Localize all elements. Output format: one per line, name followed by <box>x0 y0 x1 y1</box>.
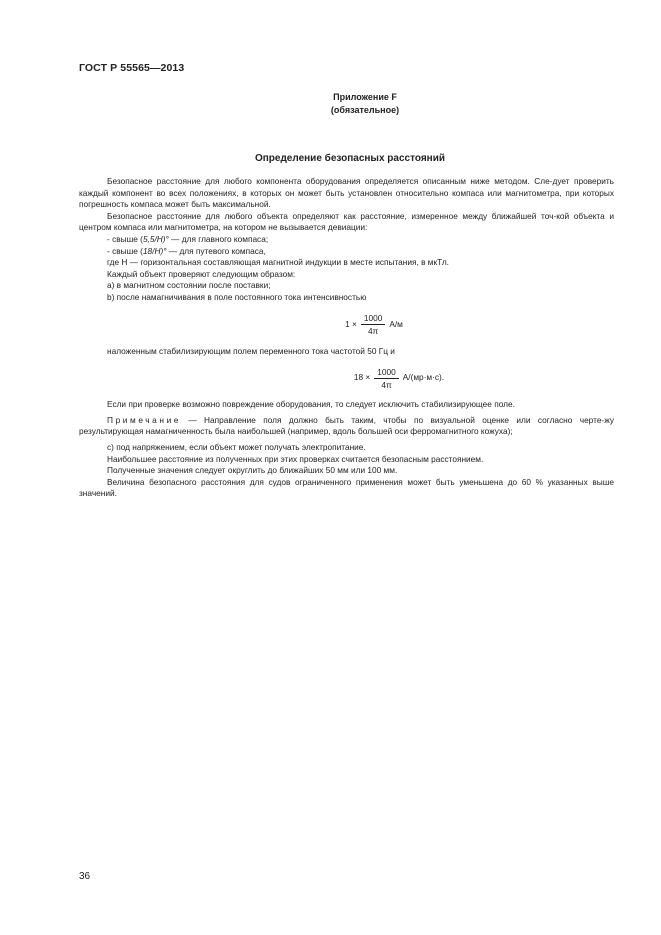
note-text: — Направление поля должно быть таким, чтобы по визуальной оценке или согласно черте-жу результирующая намагниченность была наибольшей (например, вдоль большей оси ферромагнитного кожуха); <box>79 414 614 437</box>
route-compass-suffix: — для путевого компаса, <box>166 245 266 256</box>
section-title: Определение безопасных расстояний <box>254 153 446 164</box>
formula-2-denominator: 4π <box>381 379 392 390</box>
route-compass-formula: 18/H)° <box>142 245 167 256</box>
paragraph-reduction: Величина безопасного расстояния для судов ограниченного применения может быть уменьшена до 60 % указанных выше значений. <box>79 476 614 499</box>
standard-header: ГОСТ Р 55565—2013 <box>79 62 185 74</box>
note-label: Примечание <box>107 414 182 425</box>
formula-1 <box>134 310 614 340</box>
formula-1-unit: А/м <box>389 318 403 329</box>
formula-1-denominator: 4π <box>367 326 379 337</box>
paragraph-route-compass <box>79 246 614 258</box>
note <box>79 415 614 438</box>
paragraph-main-compass <box>79 234 614 246</box>
paragraph-2: Безопасное расстояние для любого объекта определяют как расстояние, измеренное между ближайшей точ-кой объекта и центром компаса или магнитометра, на котором не вызывается девиации: <box>79 210 614 233</box>
appendix-status: (обязательное) <box>330 105 400 115</box>
main-compass-suffix: — для главного компаса; <box>168 233 269 244</box>
formula-2-unit: А/(мр·м·с). <box>402 372 445 383</box>
paragraph-rounding: Полученные значения следует округлить до ближайших 50 мм или 100 мм. <box>107 465 398 476</box>
formula-1-numerator: 1000 <box>361 313 385 325</box>
paragraph-h-definition: где Н — горизонтальная составляющая магнитной индукции в месте испытания, в мкТл. <box>107 257 449 268</box>
paragraph-item-c: с) под напряжением, если объект может получать электропитание. <box>107 441 366 452</box>
paragraph-stabilizing-field: наложенным стабилизирующим полем переменного тока частотой 50 Гц и <box>107 345 395 356</box>
route-compass-prefix: - свыше ( <box>107 245 143 256</box>
main-compass-formula: 5,5/H)° <box>142 233 169 244</box>
formula-2 <box>184 363 614 393</box>
document-body <box>79 176 614 500</box>
paragraph-item-b: b) после намагничивания в поле постоянного тока интенсивностью <box>107 291 367 302</box>
formula-2-fraction <box>374 367 398 390</box>
paragraph-largest-distance: Наибольшее расстояние из полученных при этих проверках считается безопасным расстоянием. <box>107 453 484 464</box>
formula-1-fraction <box>361 313 385 336</box>
paragraph-item-a: а) в магнитном состоянии после поставки; <box>107 280 271 291</box>
paragraph-1: Безопасное расстояние для любого компонента оборудования определяется описанным ниже методом. Сле-дует проверить каждый компонент во всех положениях, в которых он может быть установлен относительно компаса или магнитометра, при которых погрешность компаса может быть максимальной. <box>79 176 614 210</box>
main-compass-prefix: - свыше ( <box>107 233 143 244</box>
appendix-heading <box>290 91 440 117</box>
paragraph-damage-warning: Если при проверке возможно повреждение оборудования, то следует исключить стабилизирующее поле. <box>107 399 515 410</box>
formula-2-numerator: 1000 <box>374 367 398 379</box>
paragraph-check-intro: Каждый объект проверяют следующим образом: <box>107 268 296 279</box>
formula-1-prefix: 1 × <box>345 318 357 329</box>
page-number: 36 <box>79 871 91 882</box>
formula-2-prefix: 18 × <box>353 372 371 383</box>
appendix-title: Приложение F <box>333 92 397 102</box>
